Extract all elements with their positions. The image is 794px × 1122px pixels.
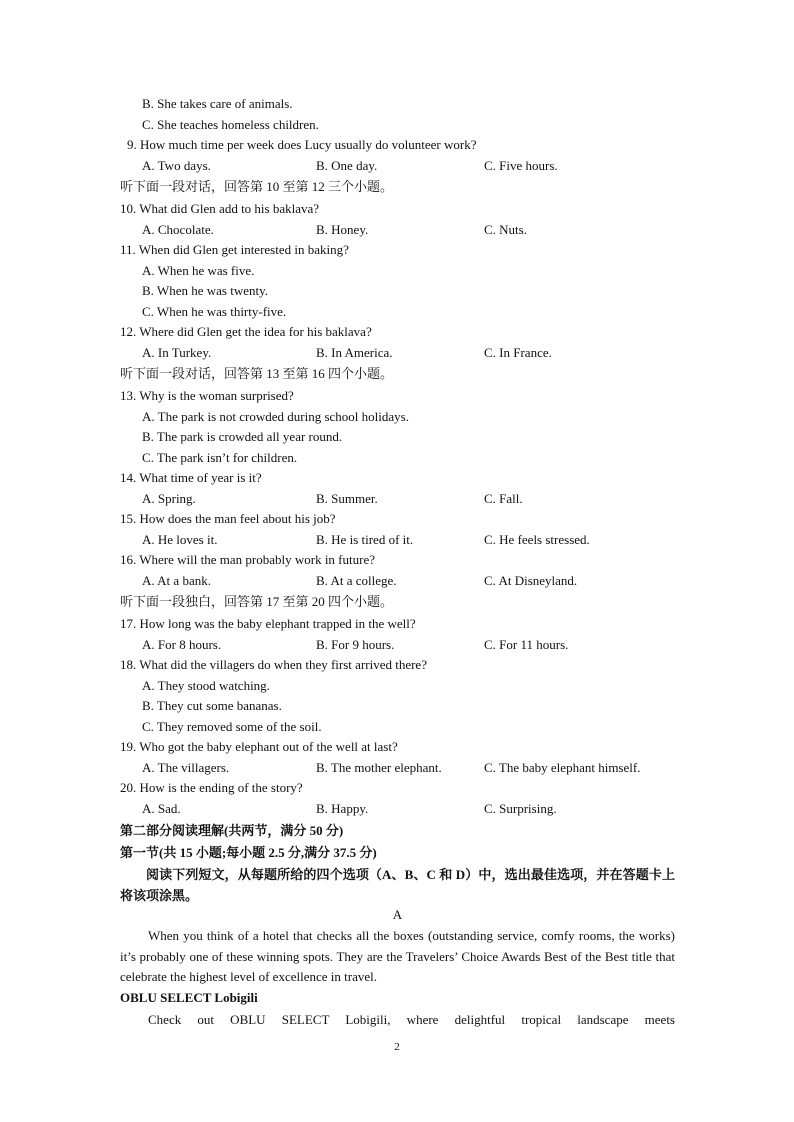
- q18-option-c: C. They removed some of the soil.: [142, 719, 322, 734]
- q16-option-c: C. At Disneyland.: [484, 573, 578, 588]
- question-14: 14. What time of year is it?: [120, 470, 262, 485]
- q13-option-a: A. The park is not crowded during school holidays.: [142, 409, 409, 424]
- question-9: 9. How much time per week does Lucy usually do volunteer work?: [127, 137, 477, 152]
- q14-option-c: C. Fall.: [484, 491, 523, 506]
- page-number: 2: [394, 1041, 400, 1053]
- question-18: 18. What did the villagers do when they first arrived there?: [120, 657, 427, 672]
- passage-letter: A: [392, 907, 403, 922]
- q17-option-c: C. For 11 hours.: [484, 637, 569, 652]
- q11-option-a: A. When he was five.: [142, 263, 255, 278]
- q15-option-a: A. He loves it.: [142, 532, 218, 547]
- q12-option-a: A. In Turkey.: [142, 345, 212, 360]
- question-20: 20. How is the ending of the story?: [120, 780, 303, 795]
- section-heading-2: 听下面一段对话，回答第 13 至第 16 四个小题。: [120, 366, 394, 381]
- part2-title: 第二部分阅读理解(共两节，满分 50 分): [120, 823, 344, 838]
- q20-option-c: C. Surprising.: [484, 801, 557, 816]
- q10-option-a: A. Chocolate.: [142, 222, 214, 237]
- q10-option-c: C. Nuts.: [484, 222, 527, 237]
- q8-option-b: B. She takes care of animals.: [142, 96, 293, 111]
- question-16: 16. Where will the man probably work in future?: [120, 552, 375, 567]
- q19-option-b: B. The mother elephant.: [316, 760, 442, 775]
- q9-option-b: B. One day.: [316, 158, 378, 173]
- instructions: 阅读下列短文，从每题所给的四个选项（A、B、C 和 D）中，选出最佳选项，并在答题卡上将该项涂黑。: [120, 867, 675, 903]
- passage-paragraph-2: Check out OBLU SELECT Lobigili, where delightful tropical landscape meets: [148, 1012, 675, 1027]
- q12-option-c: C. In France.: [484, 345, 552, 360]
- q19-option-c: C. The baby elephant himself.: [484, 760, 641, 775]
- hotel-name-heading: OBLU SELECT Lobigili: [120, 990, 258, 1005]
- question-13: 13. Why is the woman surprised?: [120, 388, 294, 403]
- q13-option-c: C. The park isn’t for children.: [142, 450, 298, 465]
- q9-option-a: A. Two days.: [142, 158, 211, 173]
- section-heading-3: 听下面一段独白，回答第 17 至第 20 四个小题。: [120, 594, 394, 609]
- passage-paragraph-1: When you think of a hotel that checks all the boxes (outstanding service, comfy rooms, the works) it’s probably one of these winning spots. They are the Travelers’ Choice Awards Best of the Best title that celebrate the highest level of excellence in travel.: [120, 928, 675, 984]
- question-12: 12. Where did Glen get the idea for his baklava?: [120, 324, 372, 339]
- q14-option-b: B. Summer.: [316, 491, 378, 506]
- question-19: 19. Who got the baby elephant out of the well at last?: [120, 739, 398, 754]
- q9-option-c: C. Five hours.: [484, 158, 558, 173]
- q19-option-a: A. The villagers.: [142, 760, 230, 775]
- q16-option-a: A. At a bank.: [142, 573, 211, 588]
- question-10: 10. What did Glen add to his baklava?: [120, 201, 320, 216]
- q17-option-a: A. For 8 hours.: [142, 637, 222, 652]
- q18-option-b: B. They cut some bananas.: [142, 698, 282, 713]
- question-17: 17. How long was the baby elephant trapped in the well?: [120, 616, 416, 631]
- question-15: 15. How does the man feel about his job?: [120, 511, 336, 526]
- q11-option-c: C. When he was thirty-five.: [142, 304, 287, 319]
- question-11: 11. When did Glen get interested in baking?: [120, 242, 349, 257]
- q12-option-b: B. In America.: [316, 345, 393, 360]
- q18-option-a: A. They stood watching.: [142, 678, 270, 693]
- q16-option-b: B. At a college.: [316, 573, 397, 588]
- q15-option-b: B. He is tired of it.: [316, 532, 414, 547]
- q17-option-b: B. For 9 hours.: [316, 637, 395, 652]
- section-heading-1: 听下面一段对话，回答第 10 至第 12 三个小题。: [120, 179, 394, 194]
- q20-option-a: A. Sad.: [142, 801, 181, 816]
- q8-option-c: C. She teaches homeless children.: [142, 117, 319, 132]
- q11-option-b: B. When he was twenty.: [142, 283, 269, 298]
- q20-option-b: B. Happy.: [316, 801, 369, 816]
- q10-option-b: B. Honey.: [316, 222, 369, 237]
- part2-section1-title: 第一节(共 15 小题;每小题 2.5 分,满分 37.5 分): [120, 845, 377, 860]
- q13-option-b: B. The park is crowded all year round.: [142, 429, 343, 444]
- q15-option-c: C. He feels stressed.: [484, 532, 590, 547]
- q14-option-a: A. Spring.: [142, 491, 196, 506]
